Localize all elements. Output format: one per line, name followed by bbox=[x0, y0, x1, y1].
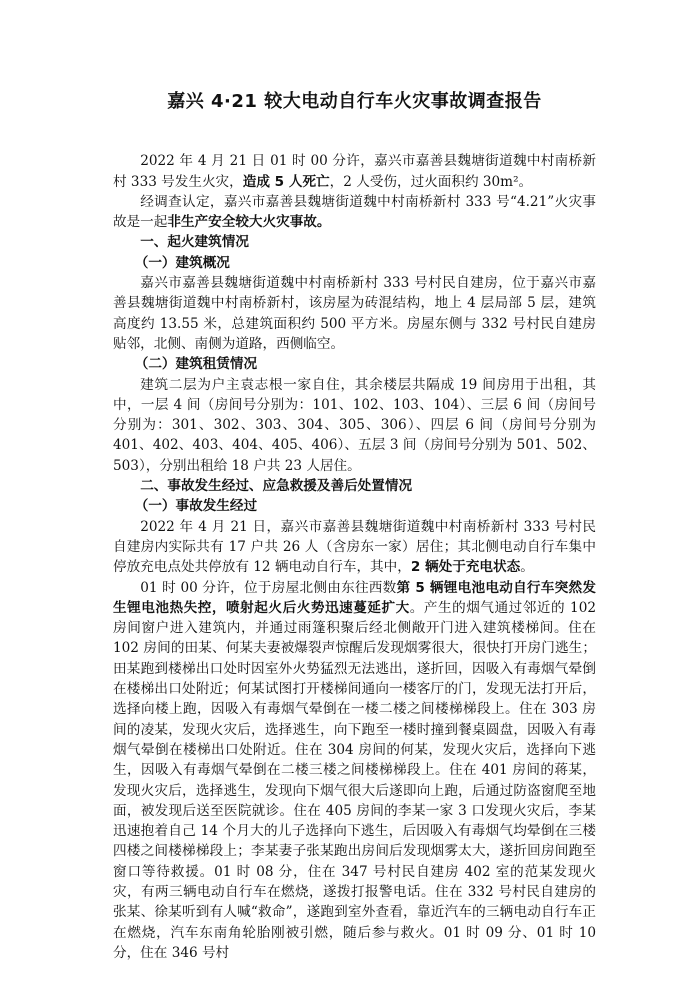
section-heading-accident: 二、事故发生经过、应急救援及善后处置情况 bbox=[140, 478, 413, 495]
battery-runaway-bold: 第 5 辆锂电池电动自行车突然发生锂电池热失控，喷射起火后火势迅速蔓延扩大 bbox=[113, 579, 596, 616]
rental-paragraph: 建筑二层为户主袁志根一家自住，其余楼层共隔成 19 间房用于出租，其中，一层 4 间（房间号分别为：101、102、103、104）、三层 6 间（房间号分别为：301、302、303、304、305、306）、四层 6 间（房间号分别为 401、402、403、404、405、406）、五层 3 间（房间号分别为 501、502、503），分别出租给 18 户共 23 人居住。 bbox=[113, 376, 596, 474]
process-paragraph-2 bbox=[113, 578, 596, 964]
conclusion-bold: 非生产安全较大火灾事故。 bbox=[167, 214, 331, 231]
subsection-heading-overview: （一）建筑概况 bbox=[134, 254, 230, 271]
fire-spread-text: 。产生的烟气通过邻近的 102 房间窗户进入建筑内，并通过雨篷积聚后经北侧敞开门进入建筑楼梯间。住在 102 房间的田某、何某夫妻被爆裂声惊醒后发现烟雾很大，很快打开房门逃生；田某跑到楼梯出口处时因室外火势猛烈无法逃出，遂折回，因吸入有毒烟气晕倒在楼梯出口处附近；何某试图打开楼梯间通向一楼客厅的门，发现无法打开后，选择向楼上跑，因吸入有毒烟气晕倒在一楼二楼之间楼梯梯段上。住在 303 房间的凌某，发现火灾后，选择逃生，向下跑至一楼时撞到餐桌圆盘，因吸入有毒烟气晕倒在楼梯出口处附近。住在 304 房间的何某，发现火灾后，选择向下逃生，因吸入有毒烟气晕倒在二楼三楼之间楼梯梯段上。住在 401 房间的蒋某，发现火灾后，选择逃生，发现向下烟气很大后遂即向上跑，后通过防盗窗爬至地面，被发现后送至医院就诊。住在 405 房间的李某一家 3 口发现火灾后，李某迅速抱着自己 14 个月大的儿子选择向下逃生，后因吸入有毒烟气均晕倒在三楼四楼之间楼梯梯段上；李某妻子张某跑出房间后发现烟雾太大，遂折回房间跑至窗口等待救援。01 时 08 分，住在 347 号村民自建房 402 室的范某发现火灾，有两三辆电动自行车在燃烧，遂拨打报警电话。住在 332 号村民自建房的张某、徐某听到有人喊“救命”，遂跑到室外查看，靠近汽车的三辆电动自行车正在燃烧，汽车东南角轮胎刚被引燃，随后参与救火。01 时 09 分、01 时 10 分，住在 346 号村 bbox=[113, 599, 596, 961]
process-text: 2022 年 4 月 21 日，嘉兴市嘉善县魏塘街道魏中村南桥新村 333 号村民自建房内实际共有 17 户共 26 人（含房东一家）居住；其北侧电动自行车集中停放充电点处共停放有 12 辆电动自行车，其中， bbox=[113, 518, 596, 576]
building-overview-paragraph: 嘉兴市嘉善县魏塘街道魏中村南桥新村 333 号村民自建房，位于嘉兴市嘉善县魏塘街道魏中村南桥新村，该房屋为砖混结构，地上 4 层局部 5 层，建筑高度约 13.55 米，总建筑面积约 500 平方米。房屋东侧与 332 号村民自建房贴邻，北侧、南侧为道路，西侧临空。 bbox=[113, 275, 596, 352]
section-heading-building: 一、起火建筑情况 bbox=[140, 234, 249, 251]
intro-casualties-bold: 造成 5 人死亡 bbox=[242, 173, 330, 190]
intro-text-end: ，2 人受伤，过火面积约 30m²。 bbox=[329, 173, 533, 190]
subsection-heading-process: （一）事故发生经过 bbox=[134, 498, 258, 515]
fire-start-text: 01 时 00 分许，位于房屋北侧由东往西数 bbox=[140, 579, 397, 596]
document-title: 嘉兴 4·21 较大电动自行车火灾事故调查报告 bbox=[167, 91, 542, 112]
conclusion-text: 经调查认定，嘉兴市嘉善县魏塘街道魏中村南桥新村 333 号“4.21”火灾事故是一起 bbox=[113, 193, 596, 231]
process-text-end: 。 bbox=[520, 559, 534, 576]
subsection-heading-rental: （二）建筑租赁情况 bbox=[134, 356, 258, 373]
intro-text: 2022 年 4 月 21 日 01 时 00 分许，嘉兴市嘉善县魏塘街道魏中村南桥新村 333 号发生火灾， bbox=[113, 153, 596, 190]
process-paragraph-1 bbox=[113, 517, 596, 578]
intro-paragraph bbox=[113, 151, 596, 192]
charging-bold: 2 辆处于充电状态 bbox=[410, 559, 521, 576]
conclusion-paragraph bbox=[113, 192, 596, 233]
